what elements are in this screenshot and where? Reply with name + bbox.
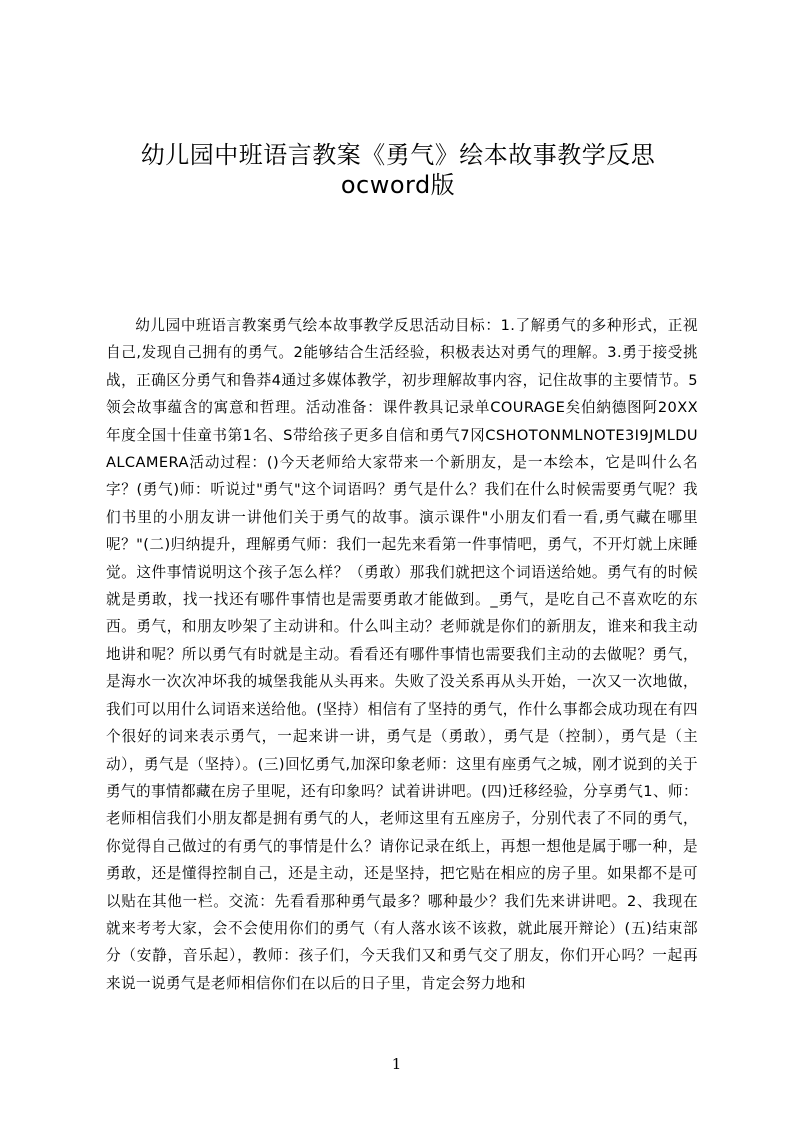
page-number: 1 [391, 1055, 402, 1073]
document-body-text: 幼儿园中班语言教案勇气绘本故事教学反思活动目标：1.了解勇气的多种形式，正视自己,发现自己拥有的勇气。2能够结合生活经验，积极表达对勇气的理解。3.勇于接受挑战，正确区分勇气和鲁莽4通过多媒体教学，初步理解故事内容，记住故事的主要情节。5领会故事蕴含的寓意和哲理。活动准备：课件教具记录单COURAGE矣伯納德图阿20XX年度全国十佳童书第1名、S带给孩子更多自信和勇气7冈CSHOTONMLNOTE3I9JMLDUALCAMERA活动过程：()今天老师给大家带来一个新朋友，是一本绘本，它是叫什么名字？(勇气)师：听说过"勇气"这个词语吗？勇气是什么？我们在什么时候需要勇气呢？我们书里的小朋友讲一讲他们关于勇气的故事。演示课件"小朋友们看一看,勇气藏在哪里呢？"(二)归纳提升，理解勇气师：我们一起先来看第一件事情吧，勇气，不开灯就上床睡觉。这件事情说明这个孩子怎么样？（勇敢）那我们就把这个词语送给她。勇气有的时候就是勇敢，找一找还有哪件事情也是需要勇敢才能做到。_勇气，是吃自己不喜欢吃的东西。勇气，和朋友吵架了主动讲和。什么叫主动？老师就是你们的新朋友，谁来和我主动地讲和呢？所以勇气有时就是主动。看看还有哪件事情也需要我们主动的去做呢？勇气，是海水一次次冲坏我的城堡我能从头再来。失败了没关系再从头开始，一次又一次地做，我们可以用什么词语来送给他。(坚持）相信有了坚持的勇气，作什么事都会成功现在有四个很好的词来表示勇气，一起来讲一讲，勇气是（勇敢），勇气是（控制），勇气是（主动），勇气是（坚持）。(三)回忆勇气,加深印象老师：这里有座勇气之城，刚才说到的关于勇气的事情都藏在房子里呢，还有印象吗？试着讲讲吧。(四)迁移经验，分享勇气1、师：老师相信我们小朋友都是拥有勇气的人，老师这里有五座房子，分别代表了不同的勇气，你觉得自己做过的有勇气的事情是什么？请你记录在纸上，再想一想他是属于哪一种，是勇敢，还是懂得控制自己，还是主动，还是坚持，把它贴在相应的房子里。如果都不是可以贴在其他一栏。交流：先看看那种勇气最多？哪种最少？我们先来讲讲吧。2、我现在就来考考大家，会不会使用你们的勇气（有人落水该不该救，就此展开辩论）(五)结束部分（安静，音乐起），教师：孩子们，今天我们又和勇气交了朋友，你们开心吗？一起再来说一说勇气是老师相信你们在以后的日子里，肯定会努力地和 [106, 317, 698, 992]
document-title: 幼儿园中班语言教案《勇气》绘本故事教学反思ocword版 [140, 141, 656, 199]
